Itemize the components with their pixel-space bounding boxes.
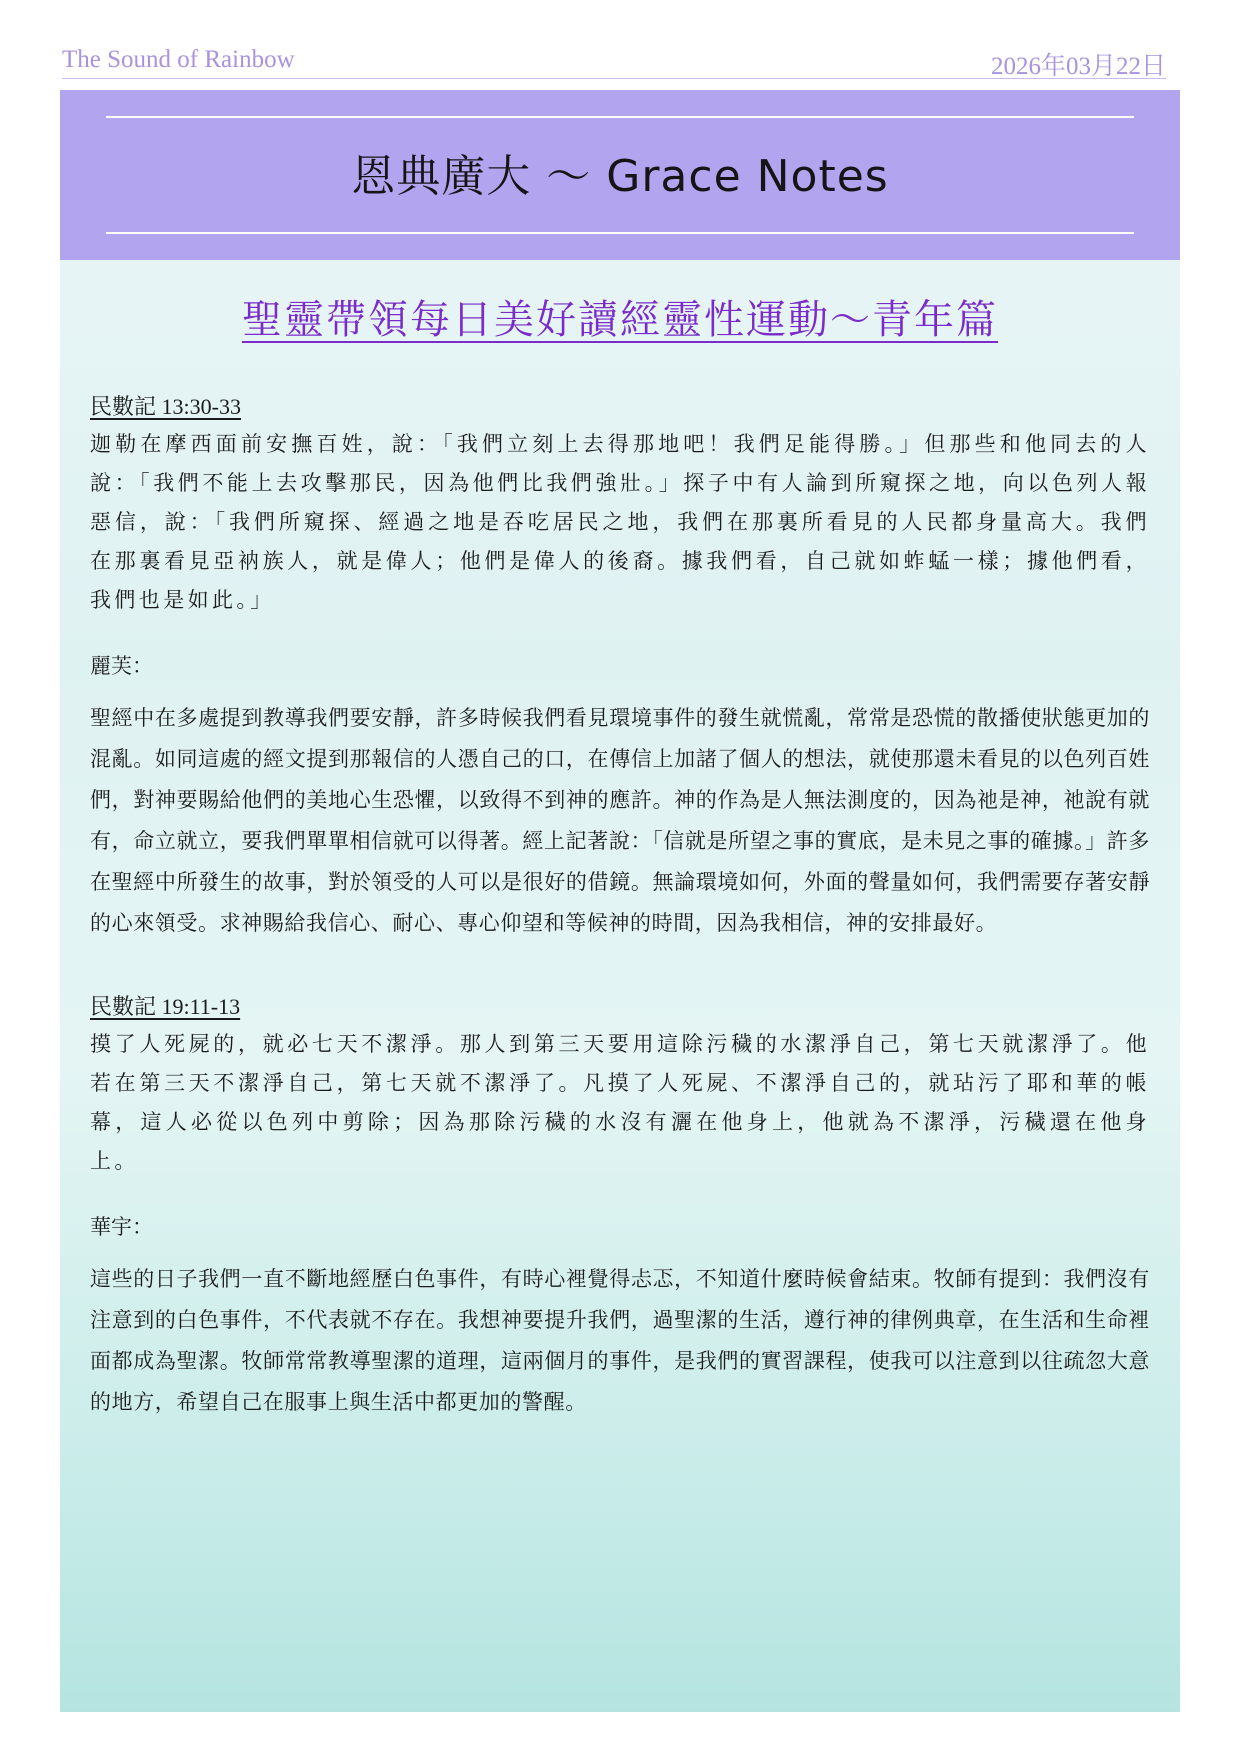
page-header [62,42,1166,79]
page-body [60,90,1180,1712]
subtitle-text: 聖靈帶領每日美好讀經靈性運動～青年篇 [242,297,998,343]
issue-date: 2026年03月22日 [990,53,1166,80]
page-title: 恩典廣大 ～ Grace Notes [351,151,889,202]
subtitle [60,288,1180,345]
banner-top-rule [106,116,1134,118]
reflection-text: 聖經中在多處提到教導我們要安靜，許多時候我們看見環境事件的發生就慌亂，常常是恐慌的散播使狀態更加的混亂。如同這處的經文提到那報信的人憑自己的口，在傳信上加諸了個人的想法，就使那還未看見的以色列百姓們，對神要賜給他們的美地心生恐懼，以致得不到神的應許。神的作為是人無法測度的，因為祂是神，祂說有就有，命立就立，要我們單單相信就可以得著。經上記著說：「信就是所望之事的實底，是未見之事的確據。」許多在聖經中所發生的故事，對於領受的人可以是很好的借鏡。無論環境如何，外面的聲量如何，我們需要存著安靜的心來領受。求神賜給我信心、耐心、專心仰望和等候神的時間，因為我相信，神的安排最好。 [90,706,1150,935]
scripture-reference: 民數記 19:11-13 [90,994,241,1019]
title-banner [60,90,1180,260]
speaker-name: 麗芙： [90,654,153,678]
scripture-reference: 民數記 13:30-33 [90,394,241,419]
article-content [90,390,1150,1423]
brand-name: The Sound of Rainbow [62,46,295,73]
speaker-name: 華宇： [90,1215,153,1239]
section-1 [90,390,1150,944]
section-gap [90,944,1150,990]
section-2 [90,990,1150,1423]
reflection-text: 這些的日子我們一直不斷地經歷白色事件，有時心裡覺得忐忑，不知道什麼時候會結束。牧師有提到：我們沒有注意到的白色事件，不代表就不存在。我想神要提升我們，過聖潔的生活，遵行神的律例典章，在生活和生命裡面都成為聖潔。牧師常常教導聖潔的道理，這兩個月的事件，是我們的實習課程，使我可以注意到以往疏忽大意的地方，希望自己在服事上與生活中都更加的警醒。 [90,1267,1150,1414]
scripture-text: 摸了人死屍的，就必七天不潔淨。那人到第三天要用這除污穢的水潔淨自己，第七天就潔淨了。他若在第三天不潔淨自己，第七天就不潔淨了。凡摸了人死屍、不潔淨自己的，就玷污了耶和華的帳幕，這人必從以色列中剪除；因為那除污穢的水沒有灑在他身上，他就為不潔淨，污穢還在他身上。 [90,1032,1150,1173]
scripture-text: 迦勒在摩西面前安撫百姓，說：「我們立刻上去得那地吧！我們足能得勝。」但那些和他同去的人說：「我們不能上去攻擊那民，因為他們比我們強壯。」探子中有人論到所窺探之地，向以色列人報惡信，說：「我們所窺探、經過之地是吞吃居民之地，我們在那裏所看見的人民都身量高大。我們在那裏看見亞衲族人，就是偉人；他們是偉人的後裔。據我們看，自己就如蚱蜢一樣；據他們看，我們也是如此。」 [90,432,1150,612]
banner-bottom-rule [106,232,1134,234]
